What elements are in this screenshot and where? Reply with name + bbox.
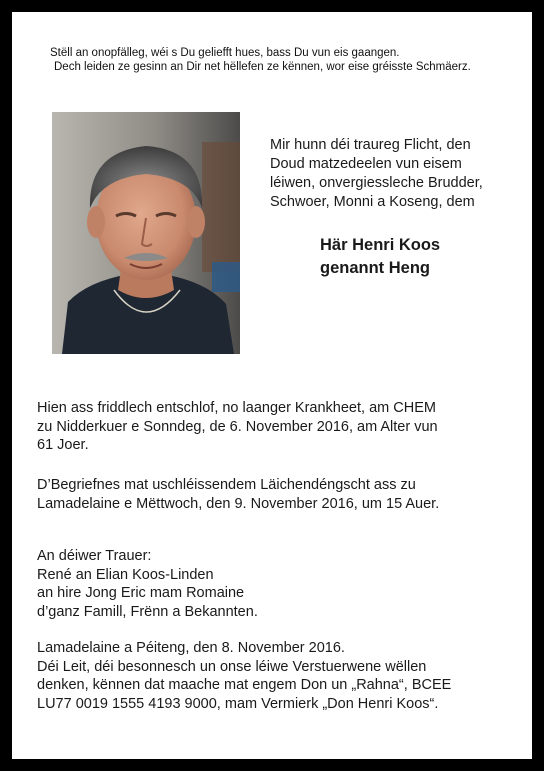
obituary-card — [12, 12, 532, 759]
death-notice — [37, 399, 438, 455]
funeral-notice — [37, 476, 439, 513]
death-notice-line: Hien ass friddlech entschlof, no laanger Krankheet, am CHEM — [37, 400, 436, 416]
portrait-photo — [52, 112, 240, 354]
mourners-line: René an Elian Koos-Linden — [37, 566, 214, 583]
closing-notice — [37, 639, 451, 713]
deceased-name — [320, 234, 440, 280]
announcement-line: léiwen, onvergiessleche Brudder, — [270, 175, 483, 191]
funeral-notice-line: D’Begriefnes mat uschléissendem Läichendéngscht ass zu — [37, 477, 416, 493]
closing-line: Lamadelaine a Péiteng, den 8. November 2016. — [37, 640, 345, 656]
funeral-notice-line: Lamadelaine e Mëttwoch, den 9. November 2016, um 15 Auer. — [37, 495, 440, 512]
mourners-list — [37, 547, 258, 621]
death-notice-line: zu Nidderkuer e Sonndeg, de 6. November 2016, am Alter vun — [37, 418, 438, 435]
announcement-line: Schwoer, Monni a Koseng, dem — [270, 194, 475, 210]
mourners-line: an hire Jong Eric mam Romaine — [37, 585, 245, 601]
deceased-name-line: Här Henri Koos — [320, 236, 441, 254]
quote-line: Stëll an onopfälleg, wéi s Du geliefft hues, bass Du vun eis gaangen. — [50, 47, 400, 59]
closing-line: LU77 0019 1555 4193 9000, mam Vermierk „Don Henri Koos“. — [37, 695, 439, 712]
announcement-line: Mir hunn déi traureg Flicht, den — [270, 137, 471, 153]
announcement-text — [270, 136, 483, 212]
opening-quote — [50, 46, 530, 74]
death-notice-line: 61 Joer. — [37, 437, 89, 453]
portrait-illustration — [52, 112, 240, 354]
quote-line: Dech leiden ze gesinn an Dir net hëllefen ze kënnen, wor eise gréisste Schmäerz. — [54, 61, 471, 73]
closing-line: denken, kënnen dat maache mat engem Don un „Rahna“, BCEE — [37, 677, 452, 693]
deceased-nickname-line: genannt Heng — [320, 259, 430, 277]
closing-line: Déi Leit, déi besonnesch un onse léiwe Verstuerwene wëllen — [37, 658, 427, 675]
announcement-line: Doud matzedeelen vun eisem — [270, 156, 462, 172]
mourners-line: An déiwer Trauer: — [37, 548, 152, 564]
mourners-line: d’ganz Famill, Frënn a Bekannten. — [37, 603, 258, 620]
